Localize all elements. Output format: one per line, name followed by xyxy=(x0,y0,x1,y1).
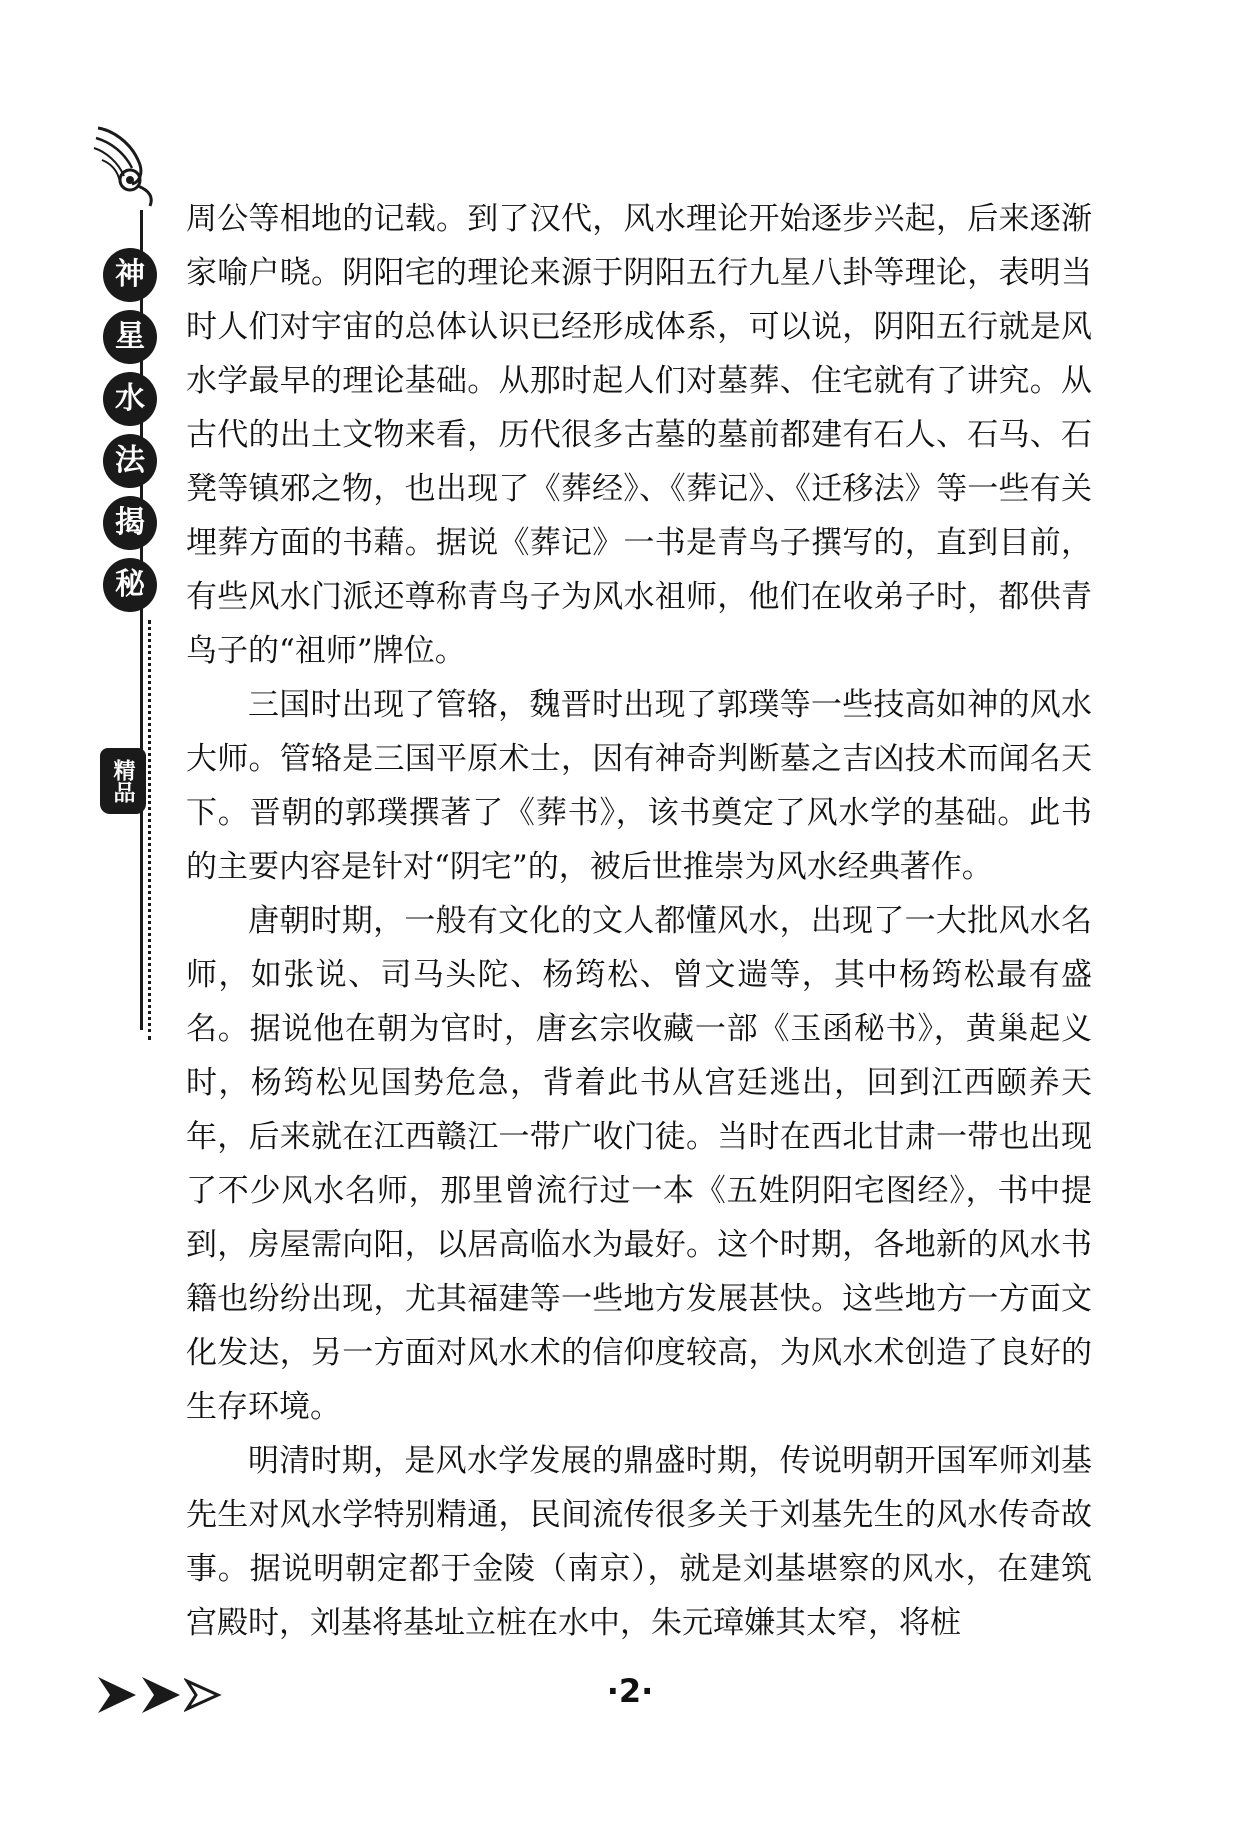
arrow-solid-icon xyxy=(140,1673,184,1717)
paragraph: 周公等相地的记载。到了汉代，风水理论开始逐步兴起，后来逐渐家喻户晓。阴阳宅的理论来源于阴阳五行九星八卦等理论，表明当时人们对宇宙的总体认识已经形成体系，可以说，阴阳五行就是风水学最早的理论基础。从那时起人们对墓葬、住宅就有了讲究。从古代的出土文物来看，历代很多古墓的墓前都建有石人、石马、石凳等镇邪之物，也出现了《葬经》、《葬记》、《迁移法》等一些有关埋葬方面的书藉。据说《葬记》一书是青鸟子撰写的，直到目前，有些风水门派还尊称青鸟子为风水祖师，他们在收弟子时，都供青鸟子的“祖师”牌位。 xyxy=(186,201,1092,669)
side-book-title xyxy=(103,248,173,620)
side-dotted-rule xyxy=(148,620,151,1040)
paragraph: 唐朝时期，一般有文化的文人都懂风水，出现了一大批风水名师，如张说、司马头陀、杨筠松、曾文遄等，其中杨筠松最有盛名。据说他在朝为官时，唐玄宗收藏一部《玉函秘书》，黄巢起义时，杨筠松见国势危急，背着此书从宫廷逃出，回到江西颐养天年，后来就在江西赣江一带广收门徒。当时在西北甘肃一带也出现了不少风水名师，那里曾流行过一本《五姓阴阳宅图经》，书中提到，房屋需向阳，以居高临水为最好。这个时期，各地新的风水书籍也纷纷出现，尤其福建等一些地方发展甚快。这些地方一方面文化发达，另一方面对风水术的信仰度较高，为风水术创造了良好的生存环境。 xyxy=(186,903,1092,1425)
arrow-outline-icon xyxy=(184,1675,224,1715)
paragraph: 三国时出现了管辂，魏晋时出现了郭璞等一些技高如神的风水大师。管辂是三国平原术士，因有神奇判断墓之吉凶技术而闻名天下。晋朝的郭璞撰著了《葬书》，该书奠定了风水学的基础。此书的主要内容是针对“阴宅”的，被后世推崇为风水经典著作。 xyxy=(186,687,1092,885)
arrow-solid-icon xyxy=(96,1673,140,1717)
side-title-char: 秘 xyxy=(103,558,157,612)
side-title-char: 法 xyxy=(103,434,157,488)
side-title-char: 星 xyxy=(103,310,157,364)
side-title-char: 水 xyxy=(103,372,157,426)
side-title-char: 神 xyxy=(103,248,157,302)
paragraph: 明清时期，是风水学发展的鼎盛时期，传说明朝开国军师刘基先生对风水学特别精通，民间流传很多关于刘基先生的风水传奇故事。据说明朝定都于金陵（南京），就是刘基堪察的风水，在建筑宫殿时，刘基将基址立桩在水中，朱元璋嫌其太窄，将桩 xyxy=(186,1443,1092,1641)
body-text xyxy=(186,192,1092,1650)
arrow-ornament xyxy=(96,1668,224,1722)
phoenix-ornament-icon xyxy=(92,120,172,210)
side-tag: 精品 xyxy=(100,748,146,814)
side-title-char: 揭 xyxy=(103,496,157,550)
page-number: ·2· xyxy=(606,1672,654,1710)
